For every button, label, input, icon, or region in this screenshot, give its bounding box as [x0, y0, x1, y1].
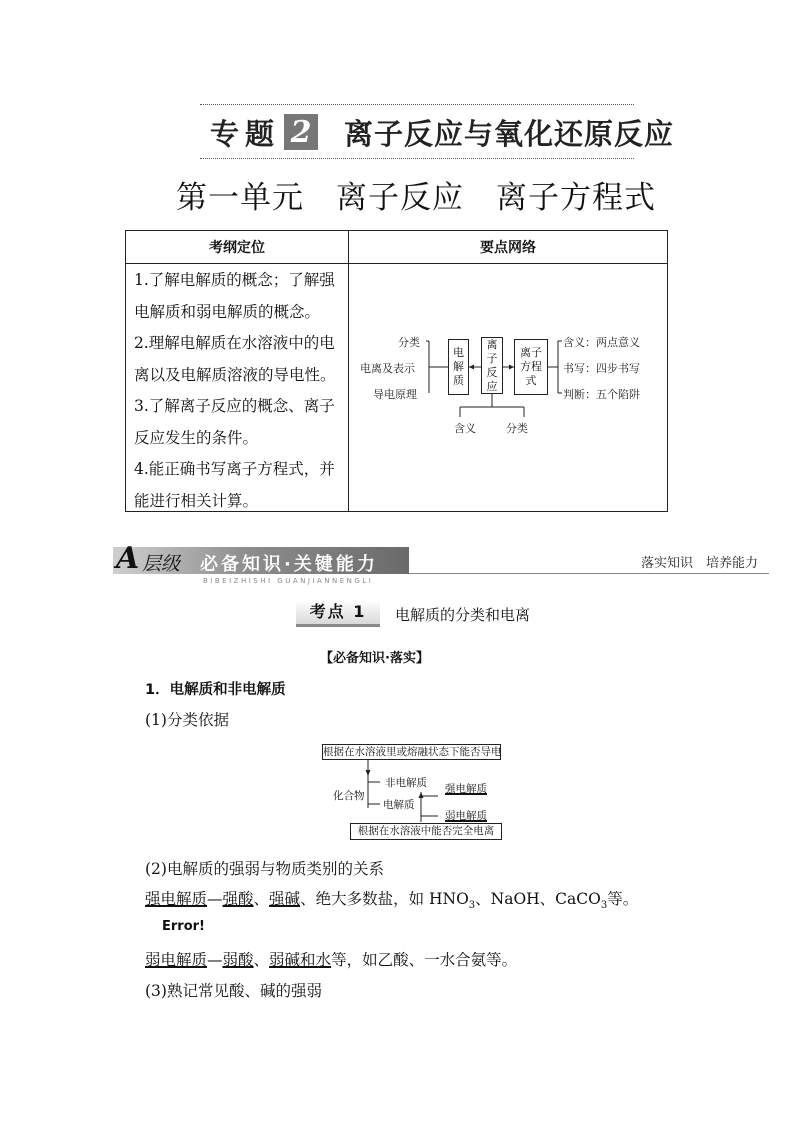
point-title: 电解质的分类和电离: [395, 606, 531, 624]
error-text: Error!: [162, 919, 205, 934]
network-box-ionic-equation: 离子方程式: [514, 339, 548, 395]
compound-label: 化合物: [333, 790, 365, 802]
classification-top-box: 根据在水溶液里或熔融状态下能否导电: [323, 746, 502, 758]
strong-text: 等。: [607, 890, 639, 908]
weak-base-term: 弱碱和水: [269, 951, 332, 969]
network-bottom-item: 分类: [506, 422, 528, 435]
network-left-item: 分类: [398, 336, 420, 349]
network-bottom-item: 含义: [454, 422, 476, 435]
topic-number-badge: 2: [284, 114, 318, 150]
topic-title: 离子反应与氧化还原反应: [344, 116, 675, 151]
weak-text: 等，如乙酸、一水合氨等。: [331, 951, 518, 969]
strong-electrolyte-term: 强电解质: [145, 890, 208, 908]
strong-base-term: 强碱: [269, 890, 301, 908]
weak-acid-term: 弱酸: [222, 951, 254, 969]
weak-electrolyte-label: 弱电解质: [445, 810, 487, 822]
network-right-item: 书写：四步书写: [563, 362, 640, 375]
goal-item: 3.了解离子反应的概念、离子反应发生的条件。: [134, 397, 335, 447]
goal-item: 2.理解电解质在水溶液中的电离以及电解质溶液的导电性。: [134, 334, 336, 384]
topic-word: 专: [210, 116, 246, 151]
point-label: 考点 1: [296, 600, 380, 627]
weak-electrolyte-line: [145, 948, 517, 970]
banner-title: 必备知识·关键能力: [200, 554, 378, 575]
subscript: 3: [468, 900, 476, 912]
topic-word: 题: [245, 116, 281, 151]
network-box-ionic-reaction: 离子反应: [481, 337, 503, 394]
network-right-item: 含义：两点意义: [563, 336, 640, 349]
network-box-electrolyte: 电解质: [448, 339, 469, 395]
strong-acid-term: 强酸: [222, 890, 254, 908]
non-electrolyte-label: 非电解质: [385, 777, 427, 789]
electrolyte-label: 电解质: [383, 799, 415, 811]
table-header-goals: 考纲定位: [209, 240, 265, 256]
network-left-item: 电离及表示: [360, 362, 415, 375]
weak-electrolyte-term: 弱电解质: [145, 951, 208, 969]
heading-1-1: (1)分类依据: [145, 711, 229, 729]
goal-item: 1.了解电解质的概念；了解强电解质和弱电解质的概念。: [134, 271, 335, 321]
goal-item: 4.能正确书写离子方程式，并能进行相关计算。: [134, 460, 335, 510]
strong-text: 、绝大多数盐，如 HNO: [300, 890, 469, 908]
strong-electrolyte-label: 强电解质: [445, 783, 487, 795]
banner-right-text: 落实知识 培养能力: [641, 556, 759, 571]
unit-title: 第一单元 离子反应 离子方程式: [176, 180, 656, 216]
sub-heading: 【必备知识·落实】: [320, 651, 429, 666]
banner-pinyin: BIBEIZHISHI GUANJIANNENGLI: [203, 577, 374, 585]
heading-1: 1．电解质和非电解质: [145, 682, 286, 698]
comma: 、: [253, 951, 270, 969]
subscript: 3: [600, 900, 608, 912]
dash: —: [207, 951, 223, 969]
heading-1-3: (3)熟记常见酸、碱的强弱: [145, 982, 322, 1000]
table-header-network: 要点网络: [480, 240, 536, 256]
level-letter: A: [116, 541, 140, 576]
network-right-item: 判断：五个陷阱: [563, 388, 640, 401]
heading-1-2: (2)电解质的强弱与物质类别的关系: [145, 860, 384, 878]
classification-bottom-box: 根据在水溶液中能否完全电离: [350, 823, 502, 840]
strong-text: 、NaOH、CaCO: [475, 890, 601, 908]
comma: 、: [253, 890, 270, 908]
network-left-item: 导电原理: [373, 388, 417, 401]
level-word: 层级: [142, 553, 181, 575]
dash: —: [207, 890, 223, 908]
strong-electrolyte-line: [145, 887, 638, 911]
